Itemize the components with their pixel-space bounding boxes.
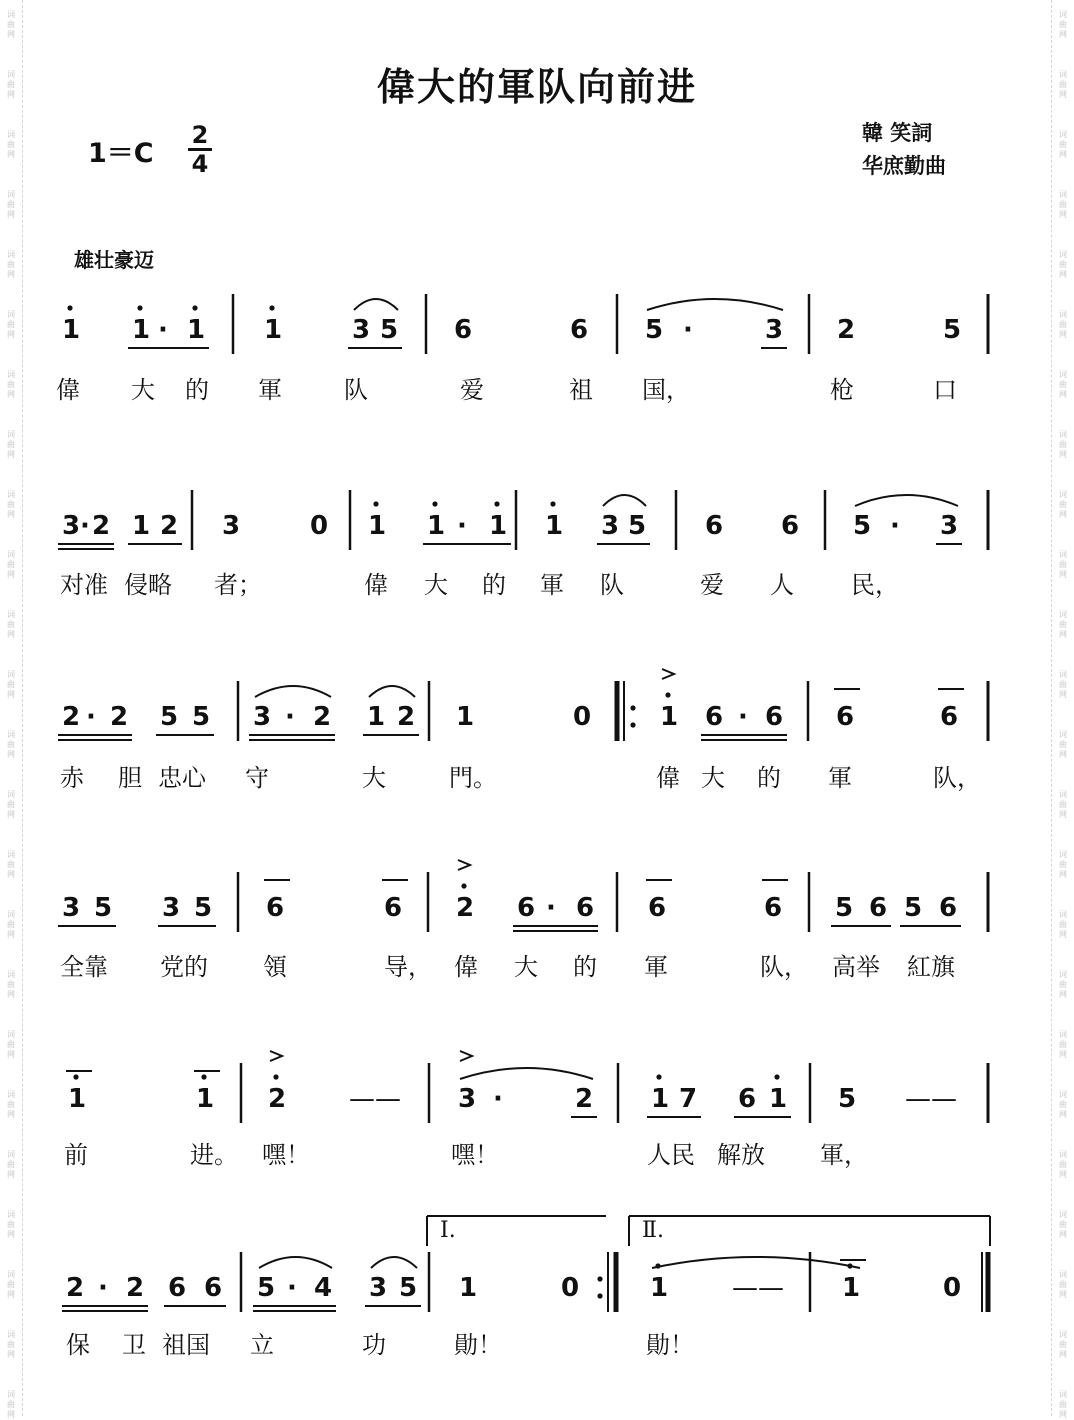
slur [855, 495, 958, 506]
note: 6 [705, 511, 724, 541]
watermark-text: 词 曲 网 [7, 1210, 15, 1239]
note: 6 [705, 702, 724, 732]
note: 6 [570, 315, 589, 345]
note: 5 [192, 702, 211, 732]
note: 1 [68, 1084, 87, 1114]
note: 6 [454, 315, 473, 345]
note: 2 [160, 511, 179, 541]
time-signature-top: 2 [191, 121, 209, 149]
note: 5 [257, 1273, 276, 1303]
octave-dot [550, 501, 555, 506]
note: 3 [940, 511, 959, 541]
note: 2 [456, 893, 475, 923]
volta-label: Ⅰ. [440, 1218, 456, 1243]
note: 2 [397, 702, 416, 732]
watermark-text: 词 曲 网 [7, 430, 15, 459]
note: 1 [456, 702, 475, 732]
watermark-text: 词 曲 网 [1059, 1330, 1067, 1359]
note: 1 [459, 1273, 478, 1303]
watermark-text: 词 曲 网 [7, 1270, 15, 1299]
dash-extension: —— [905, 1084, 957, 1114]
watermark-text: 词 曲 网 [7, 730, 15, 759]
watermark-text: 词 曲 网 [1059, 910, 1067, 939]
note: 5 [943, 315, 962, 345]
note: 3 [369, 1273, 388, 1303]
lyric: 的 [185, 376, 209, 404]
slur [647, 299, 783, 310]
octave-dot [269, 305, 274, 310]
watermark-text: 词 曲 网 [1059, 1090, 1067, 1119]
tempo-marking: 雄壮豪迈 [74, 248, 154, 272]
note: 5 [380, 315, 399, 345]
lyric: 門。 [449, 764, 497, 792]
lyric: 队 [600, 571, 624, 599]
lyric: 赤 [60, 764, 84, 792]
note: 2 [62, 702, 81, 732]
watermark-text: 词 曲 网 [7, 250, 15, 279]
watermark-text: 词 曲 网 [1059, 250, 1067, 279]
accent-mark [458, 860, 470, 870]
octave-dot [67, 305, 72, 310]
note: 1 [427, 511, 446, 541]
note: 5 [399, 1273, 418, 1303]
dot-extension: · [287, 1273, 297, 1303]
note: 2 [110, 702, 129, 732]
octave-dot [373, 501, 378, 506]
note: 6 [168, 1273, 187, 1303]
watermark-text: 词 曲 网 [1059, 370, 1067, 399]
lyric: 对准 [60, 571, 108, 599]
note: 5 [853, 511, 872, 541]
lyric: 軍 [540, 571, 564, 599]
lyric: 者； [214, 571, 262, 599]
dot-extension: · [98, 1273, 108, 1303]
lyric: 大 [362, 764, 386, 792]
lyric: 胆 [118, 764, 142, 792]
watermark-text: 词 曲 网 [1059, 490, 1067, 519]
note: 1 [650, 1273, 669, 1303]
lyric: 偉 [56, 376, 80, 404]
note: 2 [837, 315, 856, 345]
lyric: 的 [482, 571, 506, 599]
watermark-text: 词 曲 网 [7, 1390, 15, 1419]
note: 5 [904, 893, 923, 923]
watermark-text: 词 曲 网 [1059, 670, 1067, 699]
lyric: 守 [245, 764, 269, 792]
lyric: 人 [770, 571, 794, 599]
lyric: 枪 [830, 376, 854, 404]
watermark-text: 词 曲 网 [7, 10, 15, 39]
watermark-text: 词 曲 网 [7, 790, 15, 819]
octave-dot [137, 305, 142, 310]
key-signature: 1＝C [88, 138, 154, 169]
octave-dot [73, 1074, 78, 1079]
note: 2 [66, 1273, 85, 1303]
note: 3 [352, 315, 371, 345]
note: 1 [489, 511, 508, 541]
watermark-text: 词 曲 网 [1059, 1270, 1067, 1299]
watermark-text: 词 曲 网 [7, 910, 15, 939]
octave-dot [461, 883, 466, 888]
lyric: 队， [933, 764, 981, 792]
lyric: 偉 [364, 571, 388, 599]
note: 6 [384, 893, 403, 923]
slur [371, 1257, 417, 1268]
note: 5 [628, 511, 647, 541]
song-title: 偉大的軍队向前进 [376, 64, 697, 109]
note: 1 [196, 1084, 215, 1114]
dot-extension: · [86, 702, 96, 732]
lyric: 爱 [460, 376, 484, 404]
dash-extension: —— [349, 1084, 401, 1114]
accent-mark [460, 1051, 472, 1061]
dot-extension: · [80, 511, 90, 541]
note: 7 [679, 1084, 698, 1114]
lyric: 祖 [569, 376, 593, 404]
watermark-text: 词 曲 网 [7, 1030, 15, 1059]
watermark-text: 词 曲 网 [1059, 310, 1067, 339]
note: 1 [367, 702, 386, 732]
lyric: 偉 [656, 764, 680, 792]
lyric: 进。 [190, 1141, 238, 1169]
watermark-text: 词 曲 网 [1059, 610, 1067, 639]
note: 2 [313, 702, 332, 732]
octave-dot [432, 501, 437, 506]
lyric: 解放 [717, 1141, 765, 1169]
watermark-text: 词 曲 网 [7, 1150, 15, 1179]
repeat-dot [597, 1293, 602, 1298]
dot-extension: · [457, 511, 467, 541]
lyric: 口 [933, 376, 957, 404]
lyric: 大 [701, 764, 725, 792]
watermark-text: 词 曲 网 [1059, 430, 1067, 459]
repeat-dot [597, 1276, 602, 1281]
note: 3 [62, 511, 81, 541]
lyric: 軍 [644, 953, 668, 981]
lyric: 民， [851, 571, 899, 599]
note: 5 [160, 702, 179, 732]
watermark-text: 词 曲 网 [1059, 10, 1067, 39]
note: 6 [576, 893, 595, 923]
lyric: 嘿！ [451, 1141, 499, 1169]
watermark-text: 词 曲 网 [7, 370, 15, 399]
lyric: 卫 [122, 1331, 146, 1359]
lyric: 保 [66, 1331, 90, 1359]
lyric: 立 [250, 1331, 274, 1359]
lyric: 功 [362, 1331, 386, 1359]
watermark-text: 词 曲 网 [7, 550, 15, 579]
octave-dot [201, 1074, 206, 1079]
note: 2 [92, 511, 111, 541]
note: 6 [836, 702, 855, 732]
accent-mark [662, 669, 674, 679]
lyric: 紅旗 [907, 953, 955, 981]
slur [603, 495, 646, 506]
note: 1 [545, 511, 564, 541]
lyric: 全靠 [60, 953, 108, 981]
note: 3 [222, 511, 241, 541]
lyric: 队 [344, 376, 368, 404]
dot-extension: · [158, 315, 168, 345]
dash-extension: —— [732, 1273, 784, 1303]
repeat-dot [630, 705, 635, 710]
lyric: 人民 [647, 1141, 695, 1169]
octave-dot [273, 1074, 278, 1079]
note: 1 [769, 1084, 788, 1114]
lyric: 党的 [160, 953, 208, 981]
note: 2 [126, 1273, 145, 1303]
note: 6 [204, 1273, 223, 1303]
watermark-text: 词 曲 网 [1059, 1030, 1067, 1059]
lyric: 領 [263, 953, 287, 981]
note: 6 [781, 511, 800, 541]
note: 6 [869, 893, 888, 923]
watermark-text: 词 曲 网 [7, 1330, 15, 1359]
note: 1 [651, 1084, 670, 1114]
note: 1 [264, 315, 283, 345]
note: 6 [765, 702, 784, 732]
note: 4 [314, 1273, 333, 1303]
time-signature-bottom: 4 [191, 150, 209, 178]
note: 0 [310, 511, 329, 541]
note: 2 [575, 1084, 594, 1114]
octave-dot [656, 1074, 661, 1079]
watermark-text: 词 曲 网 [1059, 190, 1067, 219]
watermark-text: 词 曲 网 [7, 1090, 15, 1119]
note: 1 [187, 315, 206, 345]
lyric: 忠心 [158, 764, 206, 792]
lyric: 大 [514, 953, 538, 981]
lyric: 侵略 [124, 571, 172, 599]
note: 3 [162, 893, 181, 923]
watermark-text: 词 曲 网 [1059, 130, 1067, 159]
watermark-text: 词 曲 网 [1059, 1210, 1067, 1239]
note: 5 [835, 893, 854, 923]
watermark-text: 词 曲 网 [1059, 730, 1067, 759]
note: 6 [940, 702, 959, 732]
note: 3 [253, 702, 272, 732]
octave-dot [774, 1074, 779, 1079]
watermark-text: 词 曲 网 [7, 190, 15, 219]
note: 1 [62, 315, 81, 345]
lyric: 前 [64, 1141, 88, 1169]
dot-extension: · [546, 893, 556, 923]
slur [259, 1257, 332, 1268]
watermark-text: 词 曲 网 [1059, 790, 1067, 819]
note: 5 [94, 893, 113, 923]
note: 2 [268, 1084, 287, 1114]
lyric: 祖国 [162, 1331, 210, 1359]
dot-extension: · [285, 702, 295, 732]
lyric: 的 [757, 764, 781, 792]
note: 3 [62, 893, 81, 923]
lyric: 勛！ [454, 1331, 502, 1359]
lyric: 軍， [820, 1141, 868, 1169]
watermark-text: 词 曲 网 [7, 610, 15, 639]
note: 1 [842, 1273, 861, 1303]
slur [460, 1068, 593, 1079]
octave-dot [665, 692, 670, 697]
lyric: 高举 [832, 953, 880, 981]
watermark-text: 词 曲 网 [1059, 1150, 1067, 1179]
note: 6 [266, 893, 285, 923]
lyricist-credit: 韓 笑詞 [862, 121, 933, 145]
dot-extension: · [683, 315, 693, 345]
repeat-dot [630, 722, 635, 727]
volta-label: Ⅱ. [642, 1218, 664, 1243]
lyric: 軍 [258, 376, 282, 404]
watermark-text: 词 曲 网 [7, 490, 15, 519]
note: 6 [738, 1084, 757, 1114]
note: 5 [838, 1084, 857, 1114]
slur [354, 299, 398, 310]
watermark-text: 词 曲 网 [7, 970, 15, 999]
note: 0 [943, 1273, 962, 1303]
note: 6 [764, 893, 783, 923]
watermark-text: 词 曲 网 [1059, 70, 1067, 99]
watermark-text: 词 曲 网 [7, 850, 15, 879]
note: 3 [458, 1084, 477, 1114]
note: 1 [132, 511, 151, 541]
octave-dot [494, 501, 499, 506]
dot-extension: · [738, 702, 748, 732]
watermark-text: 词 曲 网 [1059, 550, 1067, 579]
slur [255, 686, 331, 697]
note: 3 [765, 315, 784, 345]
note: 6 [648, 893, 667, 923]
lyric: 导， [384, 953, 432, 981]
lyric: 嘿！ [262, 1141, 310, 1169]
lyric: 国， [642, 376, 690, 404]
watermark-text: 词 曲 网 [7, 70, 15, 99]
lyric: 队， [760, 953, 808, 981]
note: 0 [561, 1273, 580, 1303]
note: 5 [645, 315, 664, 345]
dot-extension: · [890, 511, 900, 541]
note: 1 [132, 315, 151, 345]
octave-dot [192, 305, 197, 310]
watermark-text: 词 曲 网 [7, 130, 15, 159]
lyric: 大 [424, 571, 448, 599]
slur [652, 1257, 860, 1268]
lyric: 勛！ [646, 1331, 694, 1359]
watermark-text: 词 曲 网 [7, 670, 15, 699]
watermark-text: 词 曲 网 [1059, 970, 1067, 999]
watermark-text: 词 曲 网 [1059, 1390, 1067, 1419]
accent-mark [270, 1051, 282, 1061]
watermark-text: 词 曲 网 [7, 310, 15, 339]
note: 1 [368, 511, 387, 541]
slur [369, 686, 415, 697]
note: 3 [601, 511, 620, 541]
lyric: 爱 [700, 571, 724, 599]
lyric: 偉 [454, 953, 478, 981]
composer-credit: 华庶勤曲 [862, 154, 946, 178]
dot-extension: · [493, 1084, 503, 1114]
note: 5 [194, 893, 213, 923]
note: 6 [939, 893, 958, 923]
note: 1 [660, 702, 679, 732]
lyric: 大 [131, 376, 155, 404]
note: 6 [517, 893, 536, 923]
watermark-text: 词 曲 网 [1059, 850, 1067, 879]
lyric: 軍 [828, 764, 852, 792]
note: 0 [573, 702, 592, 732]
lyric: 的 [573, 953, 597, 981]
